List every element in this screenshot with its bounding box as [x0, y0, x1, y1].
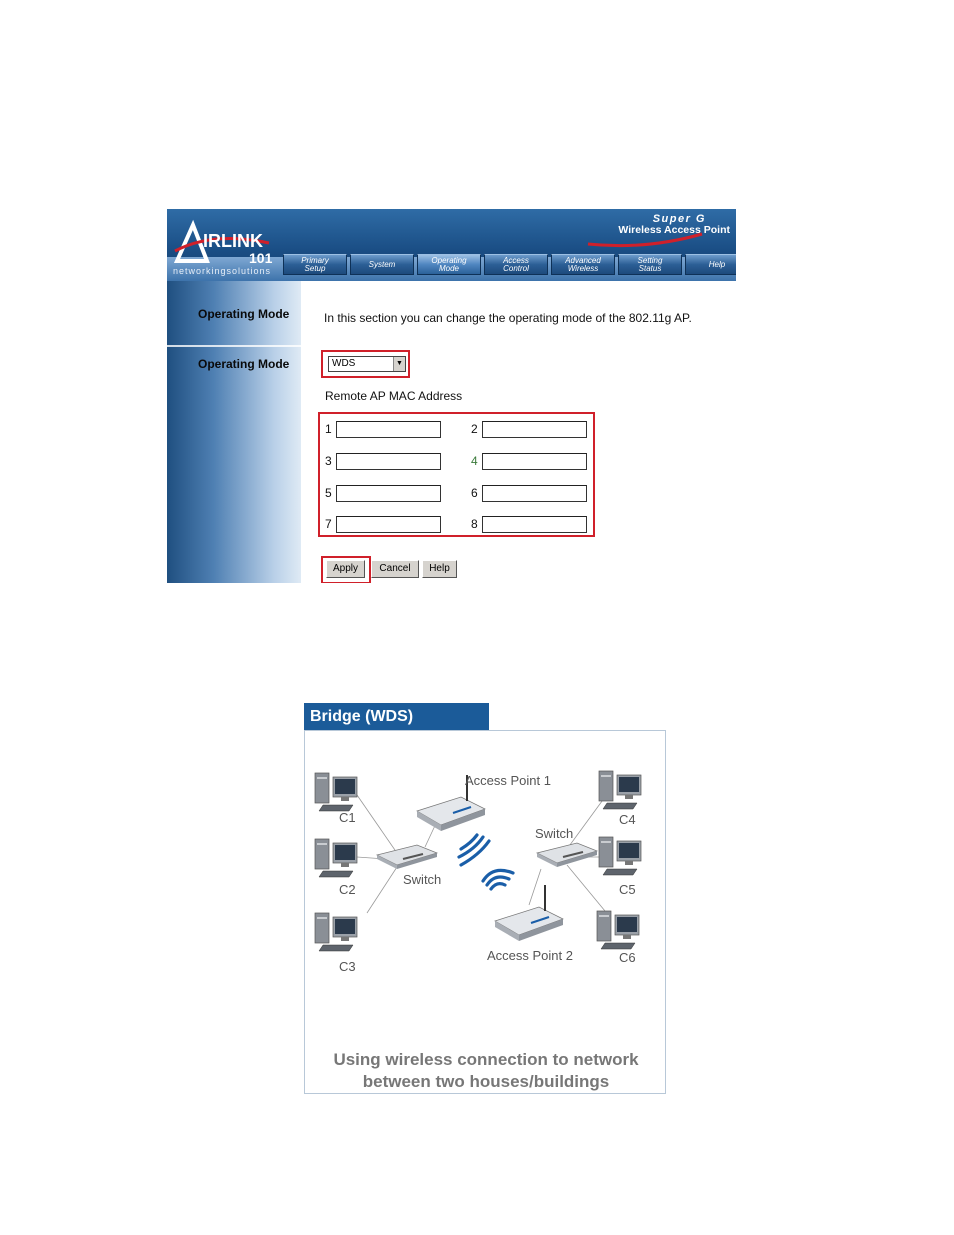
mac-index: 2	[471, 422, 478, 436]
mac-address-input-5[interactable]	[336, 485, 441, 502]
page-header	[167, 209, 736, 281]
diagram-title: Bridge (WDS)	[304, 703, 489, 730]
mac-index: 3	[325, 454, 332, 468]
diagram-caption	[305, 1049, 667, 1093]
tab-primary-setup[interactable]: Primary Setup	[283, 254, 347, 275]
switch-1-icon	[377, 845, 437, 869]
mac-address-input-3[interactable]	[336, 453, 441, 470]
tab-system[interactable]: System	[350, 254, 414, 275]
ap2-label: Access Point 2	[487, 948, 573, 963]
ap1-label: Access Point 1	[465, 773, 551, 788]
tab-setting-status[interactable]: Setting Status	[618, 254, 682, 275]
section-description: In this section you can change the operating mode of the 802.11g AP.	[324, 311, 692, 325]
mac-index: 1	[325, 422, 332, 436]
operating-mode-select[interactable]	[328, 356, 406, 372]
computer-c2-icon	[315, 839, 357, 877]
switch-2-icon	[537, 843, 597, 867]
tab-operating-mode[interactable]: Operating Mode	[417, 254, 481, 275]
caption-line-2: between two houses/buildings	[362, 1072, 610, 1091]
help-button[interactable]: Help	[422, 560, 457, 578]
access-point-2-icon	[495, 885, 563, 941]
caption-line-1: Using wireless connection to network	[333, 1050, 639, 1069]
router-config-page	[167, 209, 736, 583]
bridge-wds-diagram	[304, 703, 666, 1094]
chevron-down-icon[interactable]: ▼	[393, 357, 405, 371]
mac-index: 4	[471, 454, 478, 468]
svg-text:IRLINK: IRLINK	[203, 231, 263, 251]
c1-label: C1	[339, 810, 356, 825]
svg-text:101: 101	[249, 250, 273, 266]
computer-c3-icon	[315, 913, 357, 951]
diagram-frame	[304, 730, 666, 1094]
sidebar-divider	[167, 345, 301, 347]
remote-ap-mac-label: Remote AP MAC Address	[325, 389, 463, 403]
computer-c6-icon	[597, 911, 639, 949]
computer-c5-icon	[599, 837, 641, 875]
c2-label: C2	[339, 882, 356, 897]
mac-address-input-1[interactable]	[336, 421, 441, 438]
section-title: Operating Mode	[198, 307, 290, 321]
switch1-label: Switch	[403, 872, 442, 887]
mac-index: 7	[325, 517, 332, 531]
wireless-signal-icon	[483, 870, 513, 889]
c6-label: C6	[619, 950, 636, 965]
tab-help[interactable]: Help	[685, 254, 736, 275]
operating-mode-label: Operating Mode	[198, 357, 290, 371]
brand-swoosh-icon	[586, 232, 706, 248]
computer-c4-icon	[599, 771, 641, 809]
mac-index: 8	[471, 517, 478, 531]
switch2-label: Switch	[535, 826, 574, 841]
mac-address-input-7[interactable]	[336, 516, 441, 533]
apply-button[interactable]: Apply	[326, 560, 365, 578]
c3-label: C3	[339, 959, 356, 974]
brand-title: Super G	[652, 213, 706, 225]
mac-address-input-6[interactable]	[482, 485, 587, 502]
wireless-signal-icon	[459, 835, 489, 865]
brand-subtitle: Wireless Access Point	[618, 224, 730, 236]
c5-label: C5	[619, 882, 636, 897]
main-nav	[283, 254, 736, 275]
mode-highlight-box	[321, 350, 410, 378]
tab-advanced-wireless[interactable]: Advanced Wireless	[551, 254, 615, 275]
mac-address-input-8[interactable]	[482, 516, 587, 533]
mac-address-input-2[interactable]	[482, 421, 587, 438]
mac-address-input-4[interactable]	[482, 453, 587, 470]
mac-index: 5	[325, 486, 332, 500]
tab-access-control[interactable]: Access Control	[484, 254, 548, 275]
cancel-button[interactable]: Cancel	[371, 560, 419, 578]
selected-mode: WDS	[332, 358, 356, 369]
logo-tagline: networkingsolutions	[173, 266, 272, 276]
computer-c1-icon	[315, 773, 357, 811]
mac-address-group	[318, 412, 595, 537]
c4-label: C4	[619, 812, 636, 827]
sidebar	[167, 281, 301, 583]
mac-index: 6	[471, 486, 478, 500]
